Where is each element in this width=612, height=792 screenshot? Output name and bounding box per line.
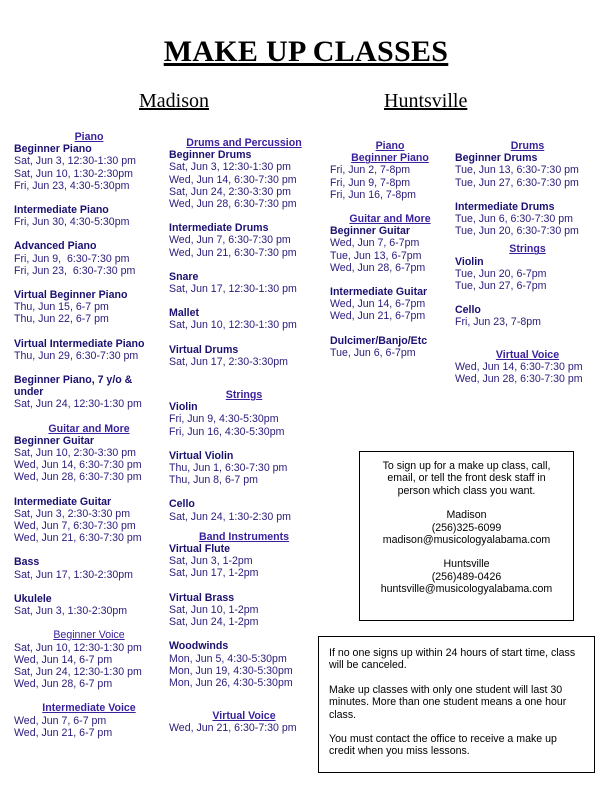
location-heading-huntsville: Huntsville (384, 90, 468, 112)
schedule-entry: Thu, Jun 1, 6:30-7:30 pm (169, 462, 288, 475)
policy-credit: You must contact the office to receive a make up credit when you miss lessons. (329, 733, 557, 758)
schedule-entry: Wed, Jun 21, 6:30-7:30 pm (14, 532, 142, 545)
schedule-entry: Sat, Jun 24, 1-2pm (169, 616, 259, 629)
page-title: MAKE UP CLASSES (163, 35, 449, 68)
class-virtual-voice (169, 710, 319, 734)
schedule-entry: Fri, Jun 16, 4:30-5:30pm (169, 425, 285, 438)
class-intermediate-drums (455, 201, 600, 238)
schedule-entry: Sat, Jun 24, 2:30-3:30 pm (169, 185, 291, 198)
schedule-entry: Wed, Jun 14, 6-7 pm (14, 653, 113, 666)
class-virtual-intermediate-piano (14, 338, 164, 362)
schedule-entry: Fri, Jun 23, 7-8pm (455, 316, 541, 329)
schedule-entry: Fri, Jun 16, 7-8pm (330, 188, 416, 201)
schedule-entry: Wed, Jun 21, 6-7 pm (14, 726, 113, 739)
schedule-entry: Sat, Jun 10, 1-2pm (169, 603, 259, 616)
schedule-entry: Sat, Jun 10, 12:30-1:30 pm (169, 319, 297, 332)
schedule-entry: Fri, Jun 9, 7-8pm (330, 176, 411, 189)
section-title-beginner-voice: Beginner Voice (53, 629, 125, 642)
signup-info-box (359, 451, 574, 621)
class-label: under (14, 386, 44, 399)
class-label: Violin (455, 255, 484, 268)
class-label: Violin (169, 401, 198, 414)
schedule-entry: Wed, Jun 14, 6:30-7:30 pm (169, 173, 297, 186)
schedule-entry: Tue, Jun 13, 6:30-7:30 pm (455, 164, 579, 177)
signup-instructions: To sign up for a make up class, call, email, or tell the front desk staff in person which class you want. (382, 460, 551, 497)
class-virtual-violin (169, 450, 319, 487)
class-violin (455, 256, 600, 293)
schedule-entry: Fri, Jun 9, 4:30-5:30pm (169, 413, 279, 426)
section-title-band-instruments: Band Instruments (198, 530, 290, 543)
policy-cancellation: If no one signs up within 24 hours of start time, class will be canceled. (329, 647, 576, 672)
huntsville-column-1 (330, 140, 450, 371)
schedule-entry: Fri, Jun 23, 6:30-7:30 pm (14, 264, 136, 277)
class-beginner-piano-7-under (14, 374, 164, 411)
schedule-entry: Tue, Jun 6, 6:30-7:30 pm (455, 213, 573, 226)
class-label: Beginner Drums (169, 149, 252, 162)
schedule-entry: Sat, Jun 10, 12:30-1:30 pm (14, 641, 142, 654)
schedule-entry: Sat, Jun 3, 2:30-3:30 pm (14, 507, 131, 520)
schedule-entry: Wed, Jun 21, 6:30-7:30 pm (169, 722, 297, 735)
schedule-entry: Wed, Jun 7, 6:30-7:30 pm (14, 520, 136, 533)
schedule-entry: Tue, Jun 27, 6-7pm (455, 280, 547, 293)
class-cello (169, 498, 319, 522)
class-beginner-guitar (330, 225, 450, 274)
class-beginner-piano (330, 164, 450, 201)
class-label: Virtual Beginner Piano (14, 289, 128, 302)
madison-phone: (256)325-6099 (431, 521, 502, 534)
section-title-guitar: Guitar and More (349, 213, 431, 226)
class-virtual-voice (455, 349, 600, 386)
class-label: Beginner Piano (14, 143, 92, 156)
class-label: Bass (14, 556, 40, 569)
section-title-piano: Piano (74, 131, 104, 143)
class-label: Intermediate Guitar (14, 495, 112, 508)
class-label: Beginner Guitar (14, 434, 95, 447)
class-label: Virtual Brass (169, 591, 235, 604)
schedule-entry: Mon, Jun 19, 4:30-5:30pm (169, 664, 293, 677)
schedule-entry: Wed, Jun 28, 6:30-7:30 pm (455, 373, 583, 386)
class-bass (14, 556, 164, 580)
schedule-entry: Tue, Jun 20, 6-7pm (455, 267, 547, 280)
schedule-entry: Mon, Jun 26, 4:30-5:30pm (169, 676, 293, 689)
class-label: Virtual Drums (169, 343, 239, 356)
section-title-drums-percussion: Drums and Percussion (186, 137, 302, 149)
section-title-strings: Strings (225, 389, 263, 402)
class-mallet (169, 307, 319, 331)
class-woodwinds (169, 640, 319, 689)
huntsville-column-2 (455, 140, 600, 397)
class-intermediate-voice (14, 702, 164, 739)
section-title-guitar: Guitar and More (48, 422, 130, 435)
section-title-virtual-voice: Virtual Voice (495, 348, 560, 361)
policy-box (318, 636, 595, 773)
class-beginner-guitar (14, 435, 164, 484)
schedule-entry: Sat, Jun 17, 1-2pm (169, 567, 259, 580)
schedule-entry: Wed, Jun 28, 6:30-7:30 pm (14, 471, 142, 484)
class-dulcimer-banjo (330, 335, 450, 359)
schedule-entry: Fri, Jun 2, 7-8pm (330, 164, 411, 177)
class-ukulele (14, 593, 164, 617)
class-label: Intermediate Piano (14, 204, 109, 217)
class-label: Mallet (169, 307, 200, 320)
class-intermediate-piano (14, 204, 164, 228)
schedule-entry: Wed, Jun 14, 6:30-7:30 pm (14, 459, 142, 472)
section-title-beginner-piano: Beginner Piano (351, 152, 429, 165)
class-intermediate-drums (169, 222, 319, 259)
schedule-entry: Thu, Jun 22, 6-7 pm (14, 313, 109, 326)
class-label: Dulcimer/Banjo/Etc (330, 334, 428, 347)
class-virtual-drums (169, 344, 319, 368)
schedule-entry: Fri, Jun 23, 4:30-5:30pm (14, 179, 130, 192)
class-beginner-piano (14, 143, 164, 192)
schedule-entry: Sat, Jun 3, 1-2pm (169, 555, 253, 568)
class-label: Virtual Intermediate Piano (14, 337, 145, 350)
section-title-virtual-voice: Virtual Voice (212, 710, 276, 723)
schedule-entry: Thu, Jun 29, 6:30-7:30 pm (14, 349, 139, 362)
schedule-entry: Sat, Jun 10, 2:30-3:30 pm (14, 447, 136, 460)
class-beginner-voice (14, 629, 164, 690)
policy-duration: Make up classes with only one student will last 30 minutes. More than one student means a one hour class. (329, 683, 567, 721)
section-title-drums: Drums (510, 140, 545, 152)
class-label: Cello (455, 304, 481, 317)
class-label: Snare (169, 270, 199, 283)
schedule-entry: Sat, Jun 17, 1:30-2:30pm (14, 568, 133, 581)
class-beginner-drums (455, 152, 600, 189)
schedule-entry: Sat, Jun 24, 12:30-1:30 pm (14, 398, 142, 411)
class-label: Advanced Piano (14, 240, 97, 253)
schedule-entry: Wed, Jun 14, 6:30-7:30 pm (455, 360, 583, 373)
schedule-entry: Tue, Jun 6, 6-7pm (330, 346, 416, 359)
class-label: Intermediate Drums (455, 200, 555, 213)
class-label: Intermediate Drums (169, 222, 269, 235)
huntsville-contact-name: Huntsville (443, 558, 490, 571)
schedule-entry: Tue, Jun 27, 6:30-7:30 pm (455, 176, 579, 189)
madison-email: madison@musicologyalabama.com (382, 534, 551, 547)
class-cello (455, 304, 600, 328)
schedule-entry: Wed, Jun 21, 6-7pm (330, 310, 426, 323)
class-intermediate-guitar (330, 286, 450, 323)
schedule-entry: Tue, Jun 20, 6:30-7:30 pm (455, 225, 579, 238)
section-title-piano: Piano (375, 140, 405, 152)
schedule-entry: Wed, Jun 14, 6-7pm (330, 298, 426, 311)
madison-column-1 (14, 131, 164, 751)
schedule-entry: Wed, Jun 21, 6:30-7:30 pm (169, 246, 297, 259)
schedule-entry: Sat, Jun 3, 12:30-1:30 pm (14, 155, 136, 168)
huntsville-phone: (256)489-0426 (431, 570, 502, 583)
class-virtual-beginner-piano (14, 289, 164, 326)
class-violin (169, 401, 319, 438)
class-beginner-drums (169, 149, 319, 210)
schedule-entry: Mon, Jun 5, 4:30-5:30pm (169, 652, 287, 665)
schedule-entry: Sat, Jun 10, 1:30-2:30pm (14, 167, 133, 180)
schedule-entry: Sat, Jun 3, 1:30-2:30pm (14, 605, 128, 618)
class-label: Intermediate Guitar (330, 286, 428, 299)
schedule-entry: Wed, Jun 28, 6-7 pm (14, 678, 113, 691)
huntsville-email: huntsville@musicologyalabama.com (380, 583, 553, 596)
class-snare (169, 271, 319, 295)
class-label: Beginner Guitar (330, 225, 411, 238)
class-virtual-brass (169, 592, 319, 629)
class-intermediate-guitar (14, 496, 164, 545)
class-label: Woodwinds (169, 640, 229, 653)
madison-contact-name: Madison (446, 509, 487, 522)
schedule-entry: Sat, Jun 3, 12:30-1:30 pm (169, 161, 291, 174)
class-advanced-piano (14, 240, 164, 277)
schedule-entry: Sat, Jun 24, 1:30-2:30 pm (169, 510, 291, 523)
class-label: Beginner Drums (455, 152, 538, 165)
schedule-entry: Wed, Jun 28, 6-7pm (330, 261, 426, 274)
schedule-entry: Fri, Jun 30, 4:30-5:30pm (14, 216, 130, 229)
schedule-entry: Sat, Jun 24, 12:30-1:30 pm (14, 665, 142, 678)
class-label: Virtual Flute (169, 543, 231, 556)
schedule-entry: Thu, Jun 15, 6-7 pm (14, 301, 109, 314)
class-label: Virtual Violin (169, 449, 234, 462)
schedule-entry: Wed, Jun 7, 6:30-7:30 pm (169, 234, 291, 247)
section-title-intermediate-voice: Intermediate Voice (42, 702, 136, 715)
madison-column-2 (169, 137, 319, 747)
class-virtual-flute (169, 543, 319, 580)
schedule-entry: Wed, Jun 7, 6-7 pm (14, 714, 107, 727)
schedule-entry: Wed, Jun 28, 6:30-7:30 pm (169, 198, 297, 211)
schedule-entry: Sat, Jun 17, 12:30-1:30 pm (169, 283, 297, 296)
schedule-entry: Thu, Jun 8, 6-7 pm (169, 474, 258, 487)
class-label: Ukulele (14, 592, 52, 605)
class-label: Cello (169, 498, 195, 511)
schedule-entry: Tue, Jun 13, 6-7pm (330, 249, 422, 262)
schedule-entry: Fri, Jun 9, 6:30-7:30 pm (14, 252, 130, 265)
section-title-strings: Strings (509, 243, 546, 256)
schedule-entry: Sat, Jun 17, 2:30-3:30pm (169, 355, 288, 368)
location-heading-madison: Madison (139, 90, 209, 112)
class-label: Beginner Piano, 7 y/o & (14, 374, 133, 387)
schedule-entry: Wed, Jun 7, 6-7pm (330, 237, 420, 250)
